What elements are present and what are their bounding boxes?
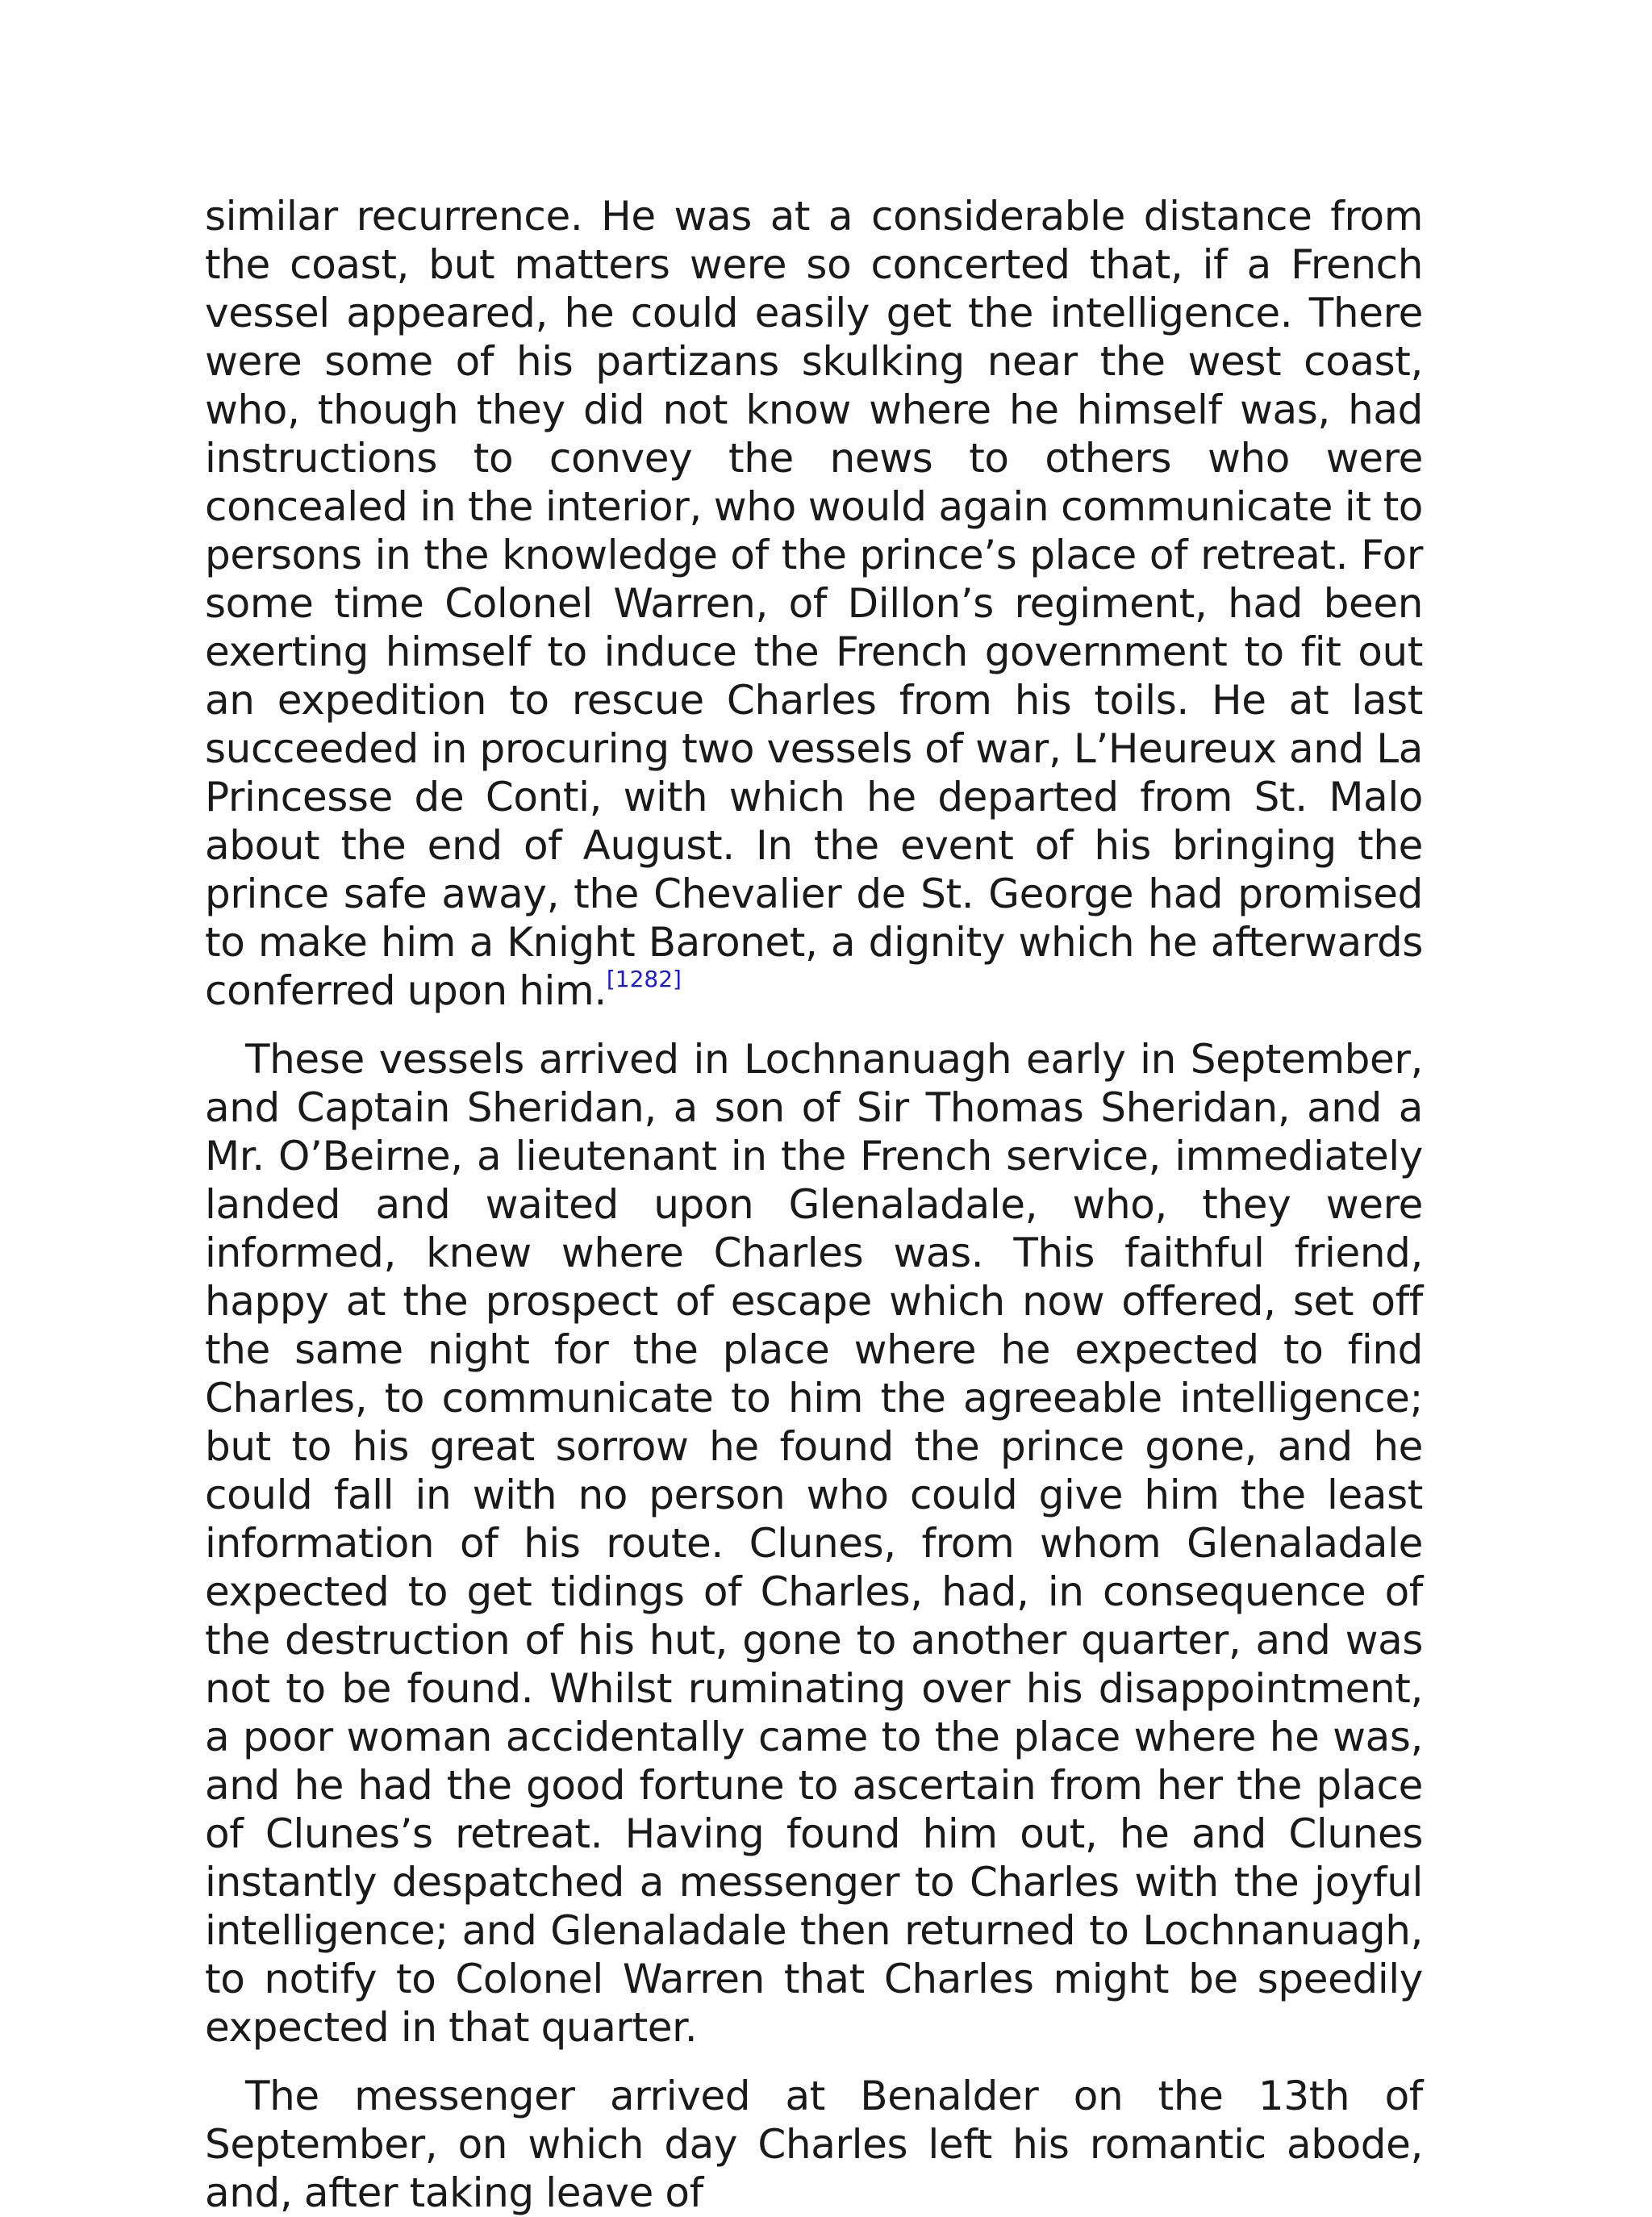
paragraph-1: [205, 192, 1423, 1015]
footnote-link-1282[interactable]: [1282]: [606, 966, 682, 992]
paragraph-2-text: These vessels arrived in Lochnanuagh early in September, and Captain Sheridan, a son of Sir Thomas Sheridan, and a Mr. O’Beirne, a lieutenant in the French service, immediately landed and waited upon Glenaladale, who, they were informed, knew where Charles was. This faithful friend, happy at the prospect of escape which now offered, set off the same night for the place where he expected to find Charles, to communicate to him the agreeable intelligence; but to his great sorrow he found the prince gone, and he could fall in with no person who could give him the least information of his route. Clunes, from whom Glenaladale expected to get tidings of Charles, had, in consequence of the destruction of his hut, gone to another quarter, and was not to be found. Whilst ruminating over his disappointment, a poor woman accidentally came to the place where he was, and he had the good fortune to ascertain from her the place of Clunes’s retreat. Having found him out, he and Clunes instantly despatched a messenger to Charles with the joyful intelligence; and Glenaladale then returned to Lochnanuagh, to notify to Colonel Warren that Charles might be speedily expected in that quarter.: [205, 1036, 1423, 2051]
paragraph-2: [205, 1035, 1423, 2052]
document-page: [205, 192, 1423, 2217]
paragraph-3-text: The messenger arrived at Benalder on the 13th of September, on which day Charles left his romantic abode, and, after taking leave of: [205, 2073, 1423, 2216]
paragraph-1-text: similar recurrence. He was at a considerable distance from the coast, but matters were so concerted that, if a French vessel appeared, he could easily get the intelligence. There were some of his partizans skulking near the west coast, who, though they did not know where he himself was, had instructions to convey the news to others who were concealed in the interior, who would again communicate it to persons in the knowledge of the prince’s place of retreat. For some time Colonel Warren, of Dillon’s regiment, had been exerting himself to induce the French government to fit out an expedition to rescue Charles from his toils. He at last succeeded in procuring two vessels of war, L’Heureux and La Princesse de Conti, with which he departed from St. Malo about the end of August. In the event of his bringing the prince safe away, the Chevalier de St. George had promised to make him a Knight Baronet, a dignity which he afterwards conferred upon him.: [205, 193, 1423, 1014]
paragraph-3: [205, 2072, 1423, 2217]
